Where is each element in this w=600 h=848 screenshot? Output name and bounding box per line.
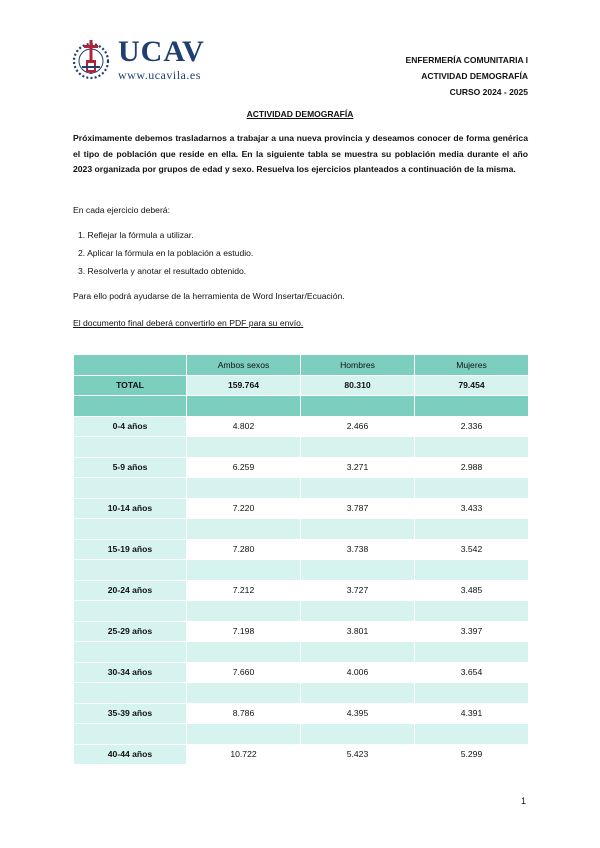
spacer-row bbox=[74, 601, 529, 622]
mujeres-value: 3.542 bbox=[415, 539, 529, 560]
mujeres-value: 2.988 bbox=[415, 457, 529, 478]
mujeres-value: 4.391 bbox=[415, 703, 529, 724]
spacer-row bbox=[74, 396, 529, 417]
hombres-value: 3.727 bbox=[301, 580, 415, 601]
table-header-cell bbox=[74, 355, 187, 376]
ambos-value: 7.660 bbox=[187, 662, 301, 683]
hombres-value: 3.738 bbox=[301, 539, 415, 560]
table-row bbox=[74, 457, 529, 478]
steps-list bbox=[78, 229, 253, 283]
total-mujeres: 79.454 bbox=[415, 375, 529, 396]
table-row bbox=[74, 703, 529, 724]
help-text: Para ello podrá ayudarse de la herramienta de Word Insertar/Ecuación. bbox=[73, 291, 345, 301]
table-row bbox=[74, 621, 529, 642]
age-rows bbox=[74, 416, 529, 765]
spacer-row bbox=[74, 437, 529, 458]
table-header-row bbox=[74, 355, 529, 376]
ambos-value: 4.802 bbox=[187, 416, 301, 437]
age-group-label: 40-44 años bbox=[74, 744, 187, 765]
logo-title: UCAV bbox=[118, 35, 205, 68]
table-row bbox=[74, 662, 529, 683]
header-info bbox=[406, 52, 528, 100]
table-header-cell: Ambos sexos bbox=[187, 355, 301, 376]
table-header-cell: Mujeres bbox=[415, 355, 529, 376]
hombres-value: 3.801 bbox=[301, 621, 415, 642]
ambos-value: 6.259 bbox=[187, 457, 301, 478]
intro-paragraph bbox=[73, 131, 528, 178]
age-group-label: 25-29 años bbox=[74, 621, 187, 642]
ambos-value: 10.722 bbox=[187, 744, 301, 765]
spacer-row bbox=[74, 642, 529, 663]
table-row bbox=[74, 416, 529, 437]
step-item: 3. Resolverla y anotar el resultado obtenido. bbox=[78, 266, 247, 276]
ambos-value: 7.220 bbox=[187, 498, 301, 519]
course-year: CURSO 2024 - 2025 bbox=[449, 87, 528, 97]
mujeres-value: 5.299 bbox=[415, 744, 529, 765]
hombres-value: 3.271 bbox=[301, 457, 415, 478]
ambos-value: 8.786 bbox=[187, 703, 301, 724]
page-number: 1 bbox=[520, 796, 526, 806]
spacer-row bbox=[74, 683, 529, 704]
table-row bbox=[74, 539, 529, 560]
spacer-row bbox=[74, 724, 529, 745]
ucav-logo bbox=[70, 36, 230, 88]
spacer-row bbox=[74, 478, 529, 499]
intro-part2: organizada por grupos de edad y sexo. Resuelva los ejercicios planteados a continuación de la misma. bbox=[92, 164, 516, 174]
total-hombres: 80.310 bbox=[301, 375, 415, 396]
mujeres-value: 2.336 bbox=[415, 416, 529, 437]
mujeres-value: 3.485 bbox=[415, 580, 529, 601]
table-header-cell: Hombres bbox=[301, 355, 415, 376]
step-item: 1. Reflejar la fórmula a utilizar. bbox=[78, 230, 194, 240]
hombres-value: 5.423 bbox=[301, 744, 415, 765]
mujeres-value: 3.654 bbox=[415, 662, 529, 683]
spacer-row bbox=[74, 560, 529, 581]
age-group-label: 15-19 años bbox=[74, 539, 187, 560]
age-group-label: 0-4 años bbox=[74, 416, 187, 437]
activity-name: ACTIVIDAD DEMOGRAFÍA bbox=[421, 71, 528, 81]
table-row bbox=[74, 744, 529, 765]
hombres-value: 4.006 bbox=[301, 662, 415, 683]
course-name: ENFERMERÍA COMUNITARIA I bbox=[405, 55, 528, 65]
mujeres-value: 3.397 bbox=[415, 621, 529, 642]
ambos-value: 7.198 bbox=[187, 621, 301, 642]
logo-url[interactable]: www.ucavila.es bbox=[118, 68, 201, 82]
age-group-label: 10-14 años bbox=[74, 498, 187, 519]
ambos-value: 7.212 bbox=[187, 580, 301, 601]
final-note: El documento final deberá convertirlo en PDF para su envío. bbox=[73, 318, 304, 328]
age-group-label: 5-9 años bbox=[74, 457, 187, 478]
step-item: 2. Aplicar la fórmula en la población a estudio. bbox=[78, 248, 254, 258]
age-group-label: 35-39 años bbox=[74, 703, 187, 724]
intro-part1: Próximamente debemos trasladarnos a trabajar a una nueva provincia y deseamos conocer de forma genérica el tipo de población que reside en ella. En la siguiente tabla se muestra su población media durante el año bbox=[73, 133, 528, 159]
table-row bbox=[74, 580, 529, 601]
hombres-value: 4.395 bbox=[301, 703, 415, 724]
ambos-value: 7.280 bbox=[187, 539, 301, 560]
population-table bbox=[73, 354, 529, 765]
total-label: TOTAL bbox=[74, 375, 187, 396]
intro-year: 2023 bbox=[73, 164, 93, 174]
age-group-label: 20-24 años bbox=[74, 580, 187, 601]
document-title: ACTIVIDAD DEMOGRAFÍA bbox=[246, 109, 354, 119]
instructions-lead: En cada ejercicio deberá: bbox=[73, 205, 170, 215]
table-row bbox=[74, 498, 529, 519]
table-total-row bbox=[74, 375, 529, 396]
total-ambos: 159.764 bbox=[187, 375, 301, 396]
hombres-value: 2.466 bbox=[301, 416, 415, 437]
university-seal-icon bbox=[70, 36, 112, 84]
mujeres-value: 3.433 bbox=[415, 498, 529, 519]
hombres-value: 3.787 bbox=[301, 498, 415, 519]
spacer-row bbox=[74, 519, 529, 540]
age-group-label: 30-34 años bbox=[74, 662, 187, 683]
